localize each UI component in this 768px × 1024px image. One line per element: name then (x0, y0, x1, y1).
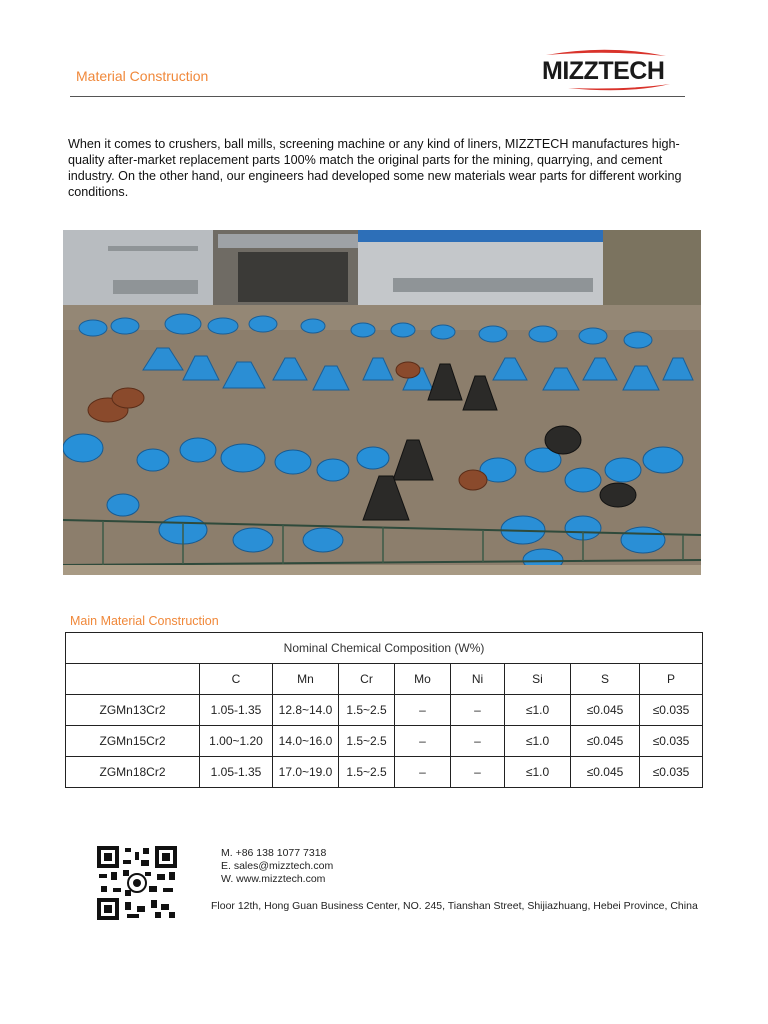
column-header: Mo (395, 664, 451, 695)
table-cell: ≤0.035 (640, 757, 703, 788)
table-cell: ≤0.035 (640, 726, 703, 757)
table-cell: 14.0~16.0 (273, 726, 339, 757)
table-cell: ≤0.045 (571, 695, 640, 726)
page-title: Material Construction (76, 68, 209, 84)
table-cell: – (395, 695, 451, 726)
table-row (66, 757, 703, 788)
table-cell: 1.5~2.5 (339, 695, 395, 726)
table-caption-row (66, 633, 703, 664)
column-header: C (200, 664, 273, 695)
warehouse-photo (63, 230, 701, 575)
table-cell: ≤1.0 (505, 726, 571, 757)
column-header: Cr (339, 664, 395, 695)
mizztech-logo (538, 48, 678, 94)
table-cell: 1.5~2.5 (339, 726, 395, 757)
header-divider (70, 96, 685, 97)
table-cell: ≤0.045 (571, 726, 640, 757)
table-cell: – (451, 726, 505, 757)
intro-paragraph: When it comes to crushers, ball mills, screening machine or any kind of liners, MIZZTECH manufactures high-quality after-market replacement parts 100% match the original parts for the mining, quarrying, and cement industry. On the other hand, our engineers had developed some new materials wear parts for different working conditions. (68, 137, 682, 199)
column-header (66, 664, 200, 695)
column-header: Mn (273, 664, 339, 695)
liners-yard-image (63, 230, 701, 575)
table-cell: ≤0.045 (571, 757, 640, 788)
contact-block (221, 847, 333, 886)
contact-website[interactable]: W. www.mizztech.com (221, 873, 326, 885)
table-cell: – (451, 695, 505, 726)
column-header: P (640, 664, 703, 695)
table-cell: 1.00~1.20 (200, 726, 273, 757)
table-cell: – (395, 726, 451, 757)
table-cell: ≤0.035 (640, 695, 703, 726)
contact-address: Floor 12th, Hong Guan Business Center, NO. 245, Tianshan Street, Shijiazhuang, Hebei Province, China (211, 900, 698, 912)
column-header: S (571, 664, 640, 695)
contact-email[interactable]: E. sales@mizztech.com (221, 860, 334, 872)
qr-code-icon (97, 846, 177, 920)
table-cell: – (451, 757, 505, 788)
table-cell: ≤1.0 (505, 695, 571, 726)
contact-mobile: M. +86 138 1077 7318 (221, 847, 327, 859)
table-row (66, 695, 703, 726)
section-title: Main Material Construction (70, 614, 219, 628)
table-cell: ≤1.0 (505, 757, 571, 788)
table-cell: 1.05-1.35 (200, 695, 273, 726)
column-header: Si (505, 664, 571, 695)
composition-table (65, 632, 703, 788)
table-caption: Nominal Chemical Composition (W%) (66, 633, 703, 664)
table-cell: 17.0~19.0 (273, 757, 339, 788)
table-cell: ZGMn13Cr2 (66, 695, 200, 726)
table-cell: – (395, 757, 451, 788)
table-header-row (66, 664, 703, 695)
table-cell: 1.05-1.35 (200, 757, 273, 788)
column-header: Ni (451, 664, 505, 695)
table-cell: 12.8~14.0 (273, 695, 339, 726)
logo-text: MIZZTECH (542, 57, 665, 85)
table-cell: 1.5~2.5 (339, 757, 395, 788)
table-row (66, 726, 703, 757)
table-cell: ZGMn18Cr2 (66, 757, 200, 788)
table-cell: ZGMn15Cr2 (66, 726, 200, 757)
